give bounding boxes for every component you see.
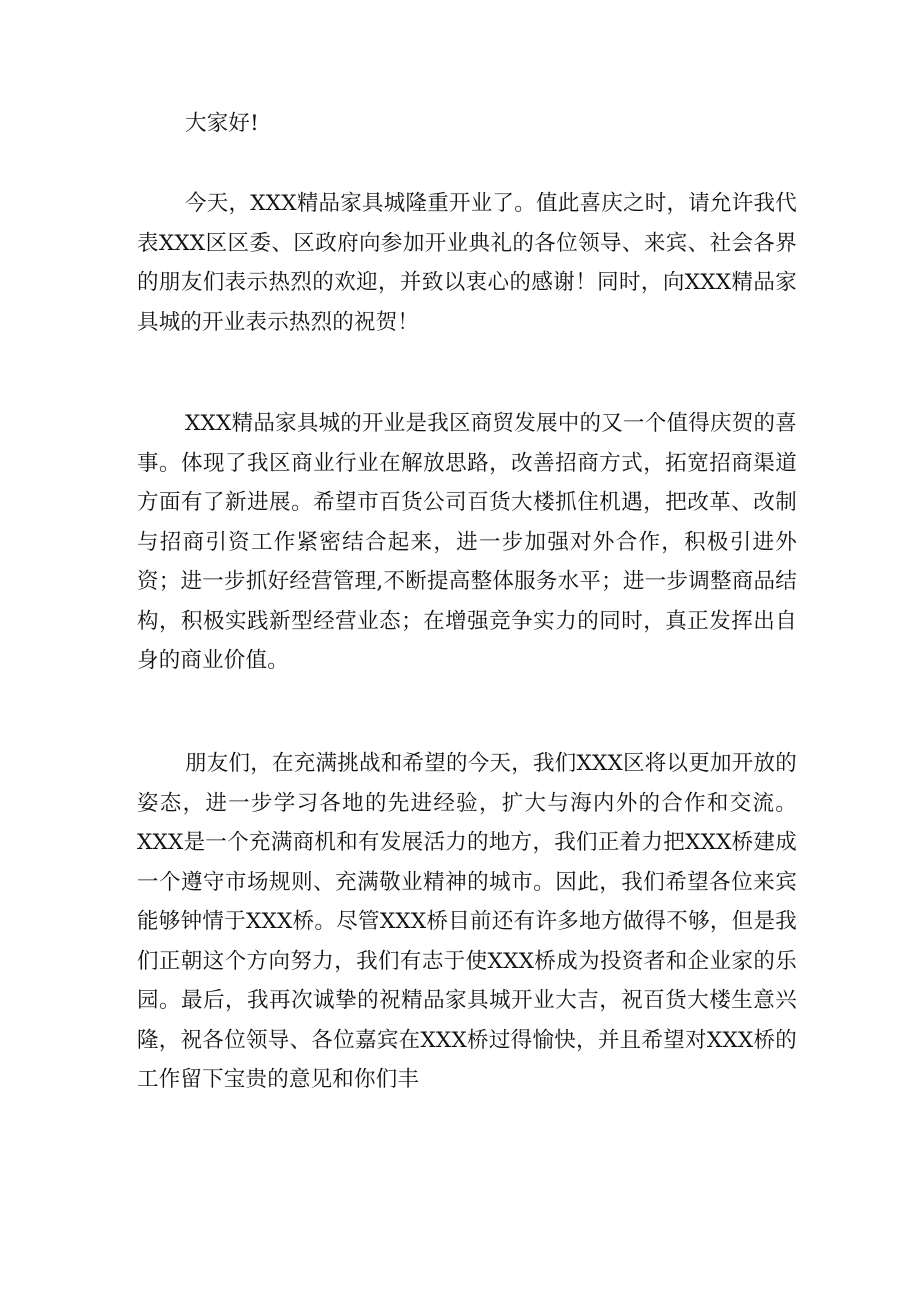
greeting-paragraph: 大家好! bbox=[185, 111, 259, 136]
closing-paragraph: 朋友们，在充满挑战和希望的今天，我们XXX区将以更加开放的姿态，进一步学习各地的先进经验，扩大与海内外的合作和交流。XXX是一个充满商机和有发展活力的地方，我们正着力把XXX桥建成一个遵守市场规则、充满敬业精神的城市。因此，我们希望各位来宾能够钟情于XXX桥。尽管XXX桥目前还有许多地方做得不够，但是我们正朝这个方向努力，我们有志于使XXX桥成为投资者和企业家的乐园。最后，我再次诚挚的祝精品家具城开业大吉，祝百货大楼生意兴隆，祝各位领导、各位嘉宾在XXX桥过得愉快，并且希望对XXX桥的工作留下宝贵的意见和你们丰 bbox=[137, 751, 797, 1092]
development-paragraph: XXX精品家具城的开业是我区商贸发展中的又一个值得庆贺的喜事。体现了我区商业行业在解放思路，改善招商方式，拓宽招商渠道方面有了新进展。希望市百货公司百货大楼抓住机遇，把改革、改制与招商引资工作紧密结合起来，进一步加强对外合作，积极引进外资；进一步抓好经营管理,不断提高整体服务水平；进一步调整商品结构，积极实践新型经营业态；在增强竞争实力的同时，真正发挥出自身的商业价值。 bbox=[137, 411, 797, 673]
welcome-paragraph: 今天，XXX精品家具城隆重开业了。值此喜庆之时，请允许我代表XXX区区委、区政府向参加开业典礼的各位领导、来宾、社会各界的朋友们表示热烈的欢迎，并致以衷心的感谢！同时，向XXX精品家具城的开业表示热烈的祝贺！ bbox=[137, 191, 797, 335]
